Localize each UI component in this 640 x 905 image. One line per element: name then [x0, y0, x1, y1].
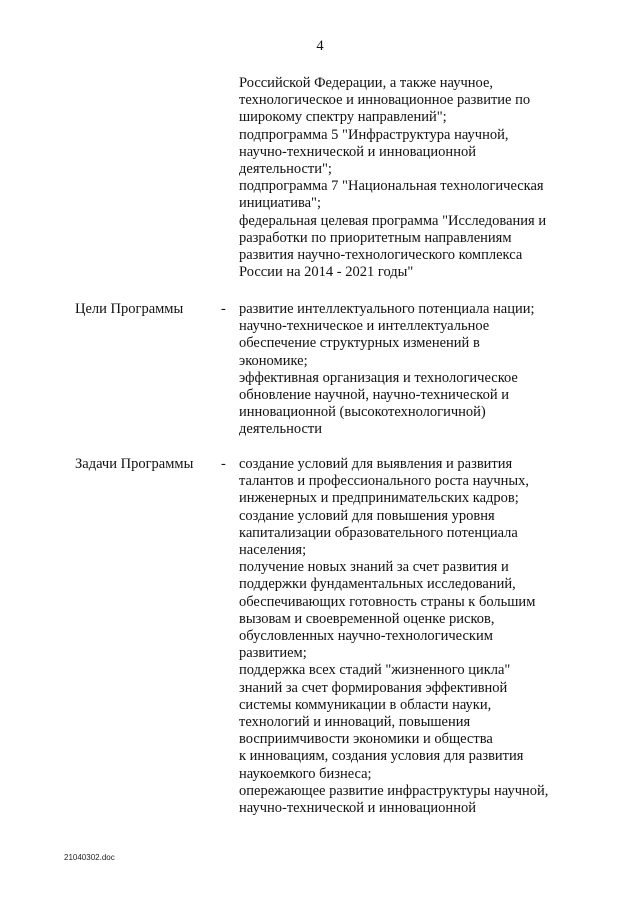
- text-line: наукоемкого бизнеса;: [239, 765, 372, 782]
- text-line: создание условий для выявления и развития: [239, 456, 513, 472]
- text-line: развития научно-технологического комплекса: [239, 247, 523, 264]
- text-line: восприимчивости экономики и общества: [239, 731, 493, 748]
- document-code: 21040302.doc: [64, 853, 115, 862]
- text-line: научно-техническое и интеллектуальное: [239, 318, 490, 335]
- text-line: деятельности: [239, 421, 323, 438]
- tasks-label: Задачи Программы: [75, 456, 194, 472]
- text-line: эффективная организация и технологическое: [239, 369, 518, 386]
- text-line: создание условий для повышения уровня: [239, 507, 495, 524]
- text-line: к инновациям, создания условия для развития: [239, 748, 524, 765]
- text-line: обеспечивающих готовность страны к большим: [239, 593, 536, 610]
- text-line: подпрограмма 7 "Национальная технологическая: [239, 178, 544, 195]
- text-line: обеспечение структурных изменений в: [239, 335, 480, 352]
- text-line: населения;: [239, 542, 307, 559]
- text-line: подпрограмма 5 "Инфраструктура научной,: [239, 126, 509, 143]
- text-line: технологий и инноваций, повышения: [239, 714, 471, 731]
- text-line: научно-технической и инновационной: [239, 800, 476, 817]
- text-line: широкому спектру направлений";: [239, 109, 447, 126]
- text-line: знаний за счет формирования эффективной: [239, 679, 508, 696]
- text-line: получение новых знаний за счет развития и: [239, 559, 509, 576]
- text-line: деятельности";: [239, 161, 332, 178]
- text-line: разработки по приоритетным направлениям: [239, 229, 512, 246]
- text-line: инженерных и предпринимательских кадров;: [239, 490, 519, 507]
- goals-dash: -: [221, 301, 226, 317]
- text-line: инициатива";: [239, 195, 321, 212]
- text-line: Российской Федерации, а также научное,: [239, 75, 494, 91]
- text-line: капитализации образовательного потенциала: [239, 524, 518, 541]
- text-line: поддержка всех стадий "жизненного цикла": [239, 662, 511, 679]
- text-line: России на 2014 - 2021 годы": [239, 264, 414, 281]
- tasks-text: [239, 456, 609, 817]
- text-line: талантов и профессионального роста научных,: [239, 473, 529, 490]
- goals-label: Цели Программы: [75, 301, 184, 317]
- text-line: опережающее развитие инфраструктуры научной,: [239, 782, 549, 799]
- text-line: технологическое и инновационное развитие по: [239, 92, 531, 109]
- text-line: обусловленных научно-технологическим: [239, 628, 493, 645]
- page-number: 4: [316, 38, 324, 54]
- tasks-dash: -: [221, 456, 226, 472]
- text-line: вызовам и своевременной оценке рисков,: [239, 610, 495, 627]
- text-line: поддержки фундаментальных исследований,: [239, 576, 516, 593]
- text-line: инновационной (высокотехнологичной): [239, 404, 486, 421]
- text-line: федеральная целевая программа "Исследования и: [239, 212, 547, 229]
- text-line: развитием;: [239, 645, 307, 662]
- text-line: системы коммуникации в области науки,: [239, 696, 492, 713]
- text-line: обновление научной, научно-технической и: [239, 387, 509, 404]
- text-line: экономике;: [239, 352, 308, 369]
- text-line: научно-технической и инновационной: [239, 143, 476, 160]
- text-line: развитие интеллектуального потенциала нации;: [239, 301, 535, 317]
- goals-text: [239, 301, 609, 439]
- continuation-text: [239, 75, 609, 281]
